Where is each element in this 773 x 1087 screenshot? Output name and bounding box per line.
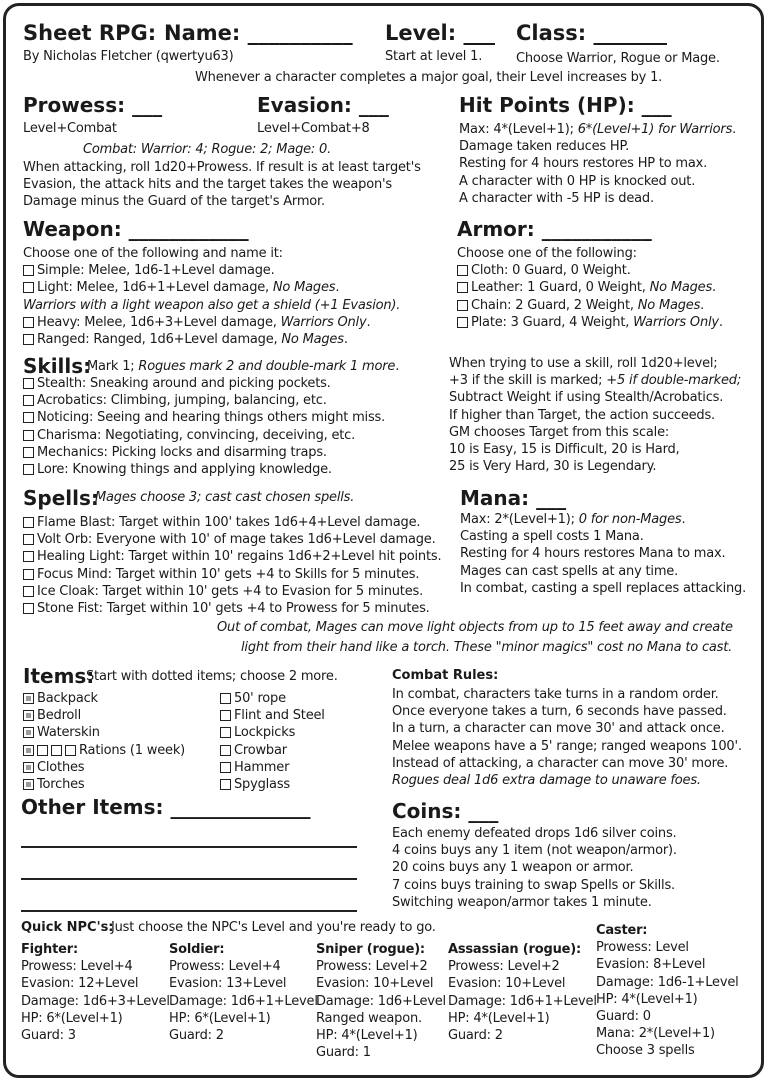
shield-note: Warriors with a light weapon also get a shield (+1 Evasion). bbox=[23, 297, 401, 313]
combat-rules bbox=[392, 686, 742, 789]
npc-stat: Guard: 0 bbox=[596, 1008, 651, 1024]
combat-rule-line: In combat, characters take turns in a random order. bbox=[392, 687, 719, 702]
checkbox-dotted[interactable] bbox=[23, 727, 34, 738]
mana-rule-line: Mages can cast spells at any time. bbox=[460, 563, 679, 579]
npc-caster bbox=[596, 922, 739, 1060]
npc-stat: Damage: 1d6-1+Level bbox=[596, 974, 739, 990]
npc-stat: Prowess: Level+2 bbox=[448, 959, 560, 975]
combat-rule-line: In a turn, a character can move 30' and attack once. bbox=[392, 721, 725, 737]
checkbox[interactable] bbox=[457, 317, 468, 328]
npc-stat: Evasion: 13+Level bbox=[169, 976, 287, 992]
armor-field[interactable]: Armor: ___________ bbox=[457, 217, 652, 241]
attack-rule-line: Damage minus the Guard of the target's Armor. bbox=[23, 194, 325, 210]
npc-title: Fighter: bbox=[21, 942, 78, 957]
npc-stat: Prowess: Level+4 bbox=[169, 959, 281, 975]
spells-note: Mages choose 3; cast cast chosen spells. bbox=[95, 490, 355, 505]
npc-stat: Prowess: Level+4 bbox=[21, 959, 133, 975]
coin-rule-line: 20 coins buys any 1 weapon or armor. bbox=[392, 860, 634, 876]
mana-rule-line: Resting for 4 hours restores Mana to max. bbox=[460, 546, 726, 562]
checkbox[interactable] bbox=[23, 603, 34, 614]
item-rations[interactable]: Rations (1 week) bbox=[23, 742, 185, 759]
npc-stat: HP: 4*(Level+1) bbox=[448, 1010, 550, 1026]
item-torches[interactable]: Torches bbox=[23, 776, 185, 793]
npc-stat: Guard: 2 bbox=[169, 1027, 224, 1043]
item-bedroll[interactable]: Bedroll bbox=[23, 707, 185, 724]
npc-stat: Guard: 1 bbox=[316, 1045, 371, 1061]
minor-magic-note-1: Out of combat, Mages can move light objects from up to 15 feet away and create bbox=[217, 620, 733, 635]
npc-stat: Evasion: 10+Level bbox=[448, 976, 566, 992]
checkbox-dotted[interactable] bbox=[23, 745, 34, 756]
npc-stat: Evasion: 10+Level bbox=[316, 976, 434, 992]
checkbox[interactable] bbox=[51, 745, 62, 756]
checkbox[interactable] bbox=[220, 779, 231, 790]
armor-intro: Choose one of the following: bbox=[457, 246, 637, 261]
spells-list bbox=[23, 514, 441, 617]
checkbox[interactable] bbox=[23, 534, 34, 545]
skill-rule-line: GM chooses Target from this scale: bbox=[449, 424, 670, 440]
author-credit: By Nicholas Fletcher (qwertyu63) bbox=[23, 49, 234, 64]
level-field[interactable]: Level: ___ bbox=[385, 21, 495, 45]
hp-rule-line: Damage taken reduces HP. bbox=[459, 139, 630, 155]
coin-rule-line: Switching weapon/armor takes 1 minute. bbox=[392, 894, 652, 910]
checkbox[interactable] bbox=[220, 710, 231, 721]
item-hammer[interactable]: Hammer bbox=[220, 759, 325, 776]
skill-rule-line: 25 is Very Hard, 30 is Legendary. bbox=[449, 459, 657, 475]
attack-rule-line: Evasion, the attack hits and the target takes the weapon's bbox=[23, 177, 392, 193]
checkbox[interactable] bbox=[220, 727, 231, 738]
armor-plate[interactable]: Plate: 3 Guard, 4 Weight, Warriors Only. bbox=[457, 314, 723, 331]
coin-rule-line: Each enemy defeated drops 1d6 silver coins. bbox=[392, 826, 677, 841]
checkbox[interactable] bbox=[23, 395, 34, 406]
weapon-intro: Choose one of the following and name it: bbox=[23, 246, 283, 261]
other-items-field[interactable]: Other Items: ______________ bbox=[21, 795, 311, 819]
weapon-simple[interactable]: Simple: Melee, 1d6-1+Level damage. bbox=[23, 262, 400, 279]
checkbox-dotted[interactable] bbox=[23, 693, 34, 704]
hp-rule-line: Resting for 4 hours restores HP to max. bbox=[459, 156, 708, 172]
coins-rules bbox=[392, 825, 677, 911]
items-note: Start with dotted items; choose 2 more. bbox=[86, 669, 338, 684]
weapon-ranged[interactable]: Ranged: Ranged, 1d6+Level damage, No Mages. bbox=[23, 331, 400, 348]
npc-stat: Evasion: 8+Level bbox=[596, 957, 706, 973]
skill-rule-line: +3 if the skill is marked; +5 if double-marked; bbox=[449, 373, 742, 389]
item-lockpicks[interactable]: Lockpicks bbox=[220, 724, 325, 741]
npc-stat: HP: 4*(Level+1) bbox=[596, 991, 698, 1007]
checkbox[interactable] bbox=[23, 447, 34, 458]
checkbox[interactable] bbox=[220, 762, 231, 773]
checkbox[interactable] bbox=[37, 745, 48, 756]
npc-stat: Guard: 2 bbox=[448, 1027, 503, 1043]
npc-stat: Mana: 2*(Level+1) bbox=[596, 1026, 715, 1042]
checkbox[interactable] bbox=[23, 265, 34, 276]
mana-rule-line: Casting a spell costs 1 Mana. bbox=[460, 529, 644, 545]
skill-rule-line: Subtract Weight if using Stealth/Acrobatics. bbox=[449, 390, 724, 406]
class-note: Choose Warrior, Rogue or Mage. bbox=[516, 51, 720, 66]
prowess-formula: Level+Combat bbox=[23, 121, 117, 136]
checkbox[interactable] bbox=[457, 265, 468, 276]
other-items-line[interactable] bbox=[21, 910, 357, 912]
checkbox[interactable] bbox=[220, 693, 231, 704]
skill-stealth[interactable]: Stealth: Sneaking around and picking pockets. bbox=[23, 375, 385, 392]
npc-stat: Choose 3 spells bbox=[596, 1043, 695, 1059]
mana-rules bbox=[460, 511, 746, 597]
checkbox-dotted[interactable] bbox=[23, 762, 34, 773]
attack-rules bbox=[23, 159, 421, 211]
attack-rule-line: When attacking, roll 1d20+Prowess. If result is at least target's bbox=[23, 160, 421, 175]
skill-rule-line: When trying to use a skill, roll 1d20+level; bbox=[449, 356, 718, 371]
checkbox[interactable] bbox=[23, 430, 34, 441]
npc-stat: Guard: 3 bbox=[21, 1027, 76, 1043]
spell-healing-light[interactable]: Healing Light: Target within 10' regains 1d6+2+Level hit points. bbox=[23, 548, 441, 565]
coin-rule-line: 7 coins buys training to swap Spells or Skills. bbox=[392, 877, 675, 893]
skills-note: Mark 1; Rogues mark 2 and double-mark 1 more. bbox=[87, 359, 400, 374]
checkbox-dotted[interactable] bbox=[23, 779, 34, 790]
checkbox[interactable] bbox=[23, 569, 34, 580]
skill-acrobatics[interactable]: Acrobatics: Climbing, jumping, balancing, etc. bbox=[23, 392, 385, 409]
checkbox[interactable] bbox=[23, 412, 34, 423]
combat-values: Combat: Warrior: 4; Rogue: 2; Mage: 0. bbox=[83, 142, 332, 157]
checkbox-dotted[interactable] bbox=[23, 710, 34, 721]
skill-charisma[interactable]: Charisma: Negotiating, convincing, deceiving, etc. bbox=[23, 427, 385, 444]
prowess-field[interactable]: Prowess: ___ bbox=[23, 93, 163, 117]
item-spyglass[interactable]: Spyglass bbox=[220, 776, 325, 793]
checkbox[interactable] bbox=[23, 282, 34, 293]
checkbox[interactable] bbox=[65, 745, 76, 756]
items-col-1 bbox=[23, 690, 185, 793]
other-items-line[interactable] bbox=[21, 878, 357, 880]
npc-fighter bbox=[21, 941, 170, 1044]
items-col-2 bbox=[220, 690, 325, 793]
hp-rule-line: A character with -5 HP is dead. bbox=[459, 190, 654, 206]
weapon-light[interactable]: Light: Melee, 1d6+1+Level damage, No Mages. bbox=[23, 279, 400, 296]
skill-rules bbox=[449, 355, 741, 475]
npc-stat: Prowess: Level bbox=[596, 940, 689, 956]
weapon-options bbox=[23, 245, 400, 348]
armor-chain[interactable]: Chain: 2 Guard, 2 Weight, No Mages. bbox=[457, 297, 723, 314]
npc-stat: HP: 6*(Level+1) bbox=[21, 1010, 123, 1026]
coin-rule-line: 4 coins buys any 1 item (not weapon/armor). bbox=[392, 843, 677, 859]
coins-field[interactable]: Coins: ___ bbox=[392, 799, 499, 823]
armor-options bbox=[457, 245, 723, 331]
checkbox[interactable] bbox=[457, 300, 468, 311]
skill-rule-line: If higher than Target, the action succeeds. bbox=[449, 407, 715, 423]
npc-stat: Damage: 1d6+1+Level bbox=[169, 993, 318, 1009]
npc-stat: Prowess: Level+2 bbox=[316, 959, 428, 975]
spells-heading: Spells: bbox=[23, 486, 99, 510]
items-heading: Items: bbox=[23, 664, 95, 688]
mana-rule-line: In combat, casting a spell replaces attacking. bbox=[460, 580, 747, 596]
hp-field[interactable]: Hit Points (HP): ___ bbox=[459, 93, 672, 117]
skills-list bbox=[23, 375, 385, 478]
spell-stone-fist[interactable]: Stone Fist: Target within 10' gets +4 to Prowess for 5 minutes. bbox=[23, 600, 441, 617]
checkbox[interactable] bbox=[220, 745, 231, 756]
combat-rule-line: Once everyone takes a turn, 6 seconds have passed. bbox=[392, 704, 727, 720]
npc-sniper bbox=[316, 941, 446, 1061]
npc-soldier bbox=[169, 941, 318, 1044]
spell-focus-mind[interactable]: Focus Mind: Target within 10' gets +4 to Skills for 5 minutes. bbox=[23, 566, 441, 583]
armor-leather[interactable]: Leather: 1 Guard, 0 Weight, No Mages. bbox=[457, 279, 723, 296]
skill-rule-line: 10 is Easy, 15 is Difficult, 20 is Hard, bbox=[449, 441, 680, 457]
hp-max: Max: 4*(Level+1); 6*(Level+1) for Warriors. bbox=[459, 122, 737, 137]
item-flint[interactable]: Flint and Steel bbox=[220, 707, 325, 724]
other-items-line[interactable] bbox=[21, 846, 357, 848]
spell-volt-orb[interactable]: Volt Orb: Everyone with 10' of mage takes 1d6+Level damage. bbox=[23, 531, 441, 548]
npc-heading: Quick NPC's: bbox=[21, 920, 114, 935]
combat-rule-line: Melee weapons have a 5' range; ranged weapons 100'. bbox=[392, 738, 742, 754]
hp-rules bbox=[459, 121, 736, 207]
evasion-field[interactable]: Evasion: ___ bbox=[257, 93, 389, 117]
class-field[interactable]: Class: _______ bbox=[516, 21, 667, 45]
npc-note: Just choose the NPC's Level and you're ready to go. bbox=[111, 920, 436, 935]
item-clothes[interactable]: Clothes bbox=[23, 759, 185, 776]
rogue-note: Rogues deal 1d6 extra damage to unaware foes. bbox=[392, 772, 701, 788]
mana-field[interactable]: Mana: ___ bbox=[460, 486, 567, 510]
npc-title: Caster: bbox=[596, 923, 648, 938]
npc-stat: Damage: 1d6+Level bbox=[316, 993, 446, 1009]
combat-rule-line: Instead of attacking, a character can move 30' more. bbox=[392, 755, 729, 771]
item-crowbar[interactable]: Crowbar bbox=[220, 742, 325, 759]
checkbox[interactable] bbox=[457, 282, 468, 293]
mana-max: Max: 2*(Level+1); 0 for non-Mages. bbox=[460, 512, 686, 527]
checkbox[interactable] bbox=[23, 517, 34, 528]
level-note: Start at level 1. bbox=[385, 49, 483, 64]
checkbox[interactable] bbox=[23, 317, 34, 328]
skill-mechanics[interactable]: Mechanics: Picking locks and disarming traps. bbox=[23, 444, 385, 461]
npc-stat: Damage: 1d6+1+Level bbox=[448, 993, 597, 1009]
npc-title: Assassian (rogue): bbox=[448, 942, 581, 957]
skill-lore[interactable]: Lore: Knowing things and applying knowledge. bbox=[23, 461, 385, 478]
spell-flame-blast[interactable]: Flame Blast: Target within 100' takes 1d6+4+Level damage. bbox=[23, 514, 441, 531]
item-backpack[interactable]: Backpack bbox=[23, 690, 185, 707]
name-field[interactable]: Name: __________ bbox=[164, 21, 353, 45]
checkbox[interactable] bbox=[23, 378, 34, 389]
npc-assassin bbox=[448, 941, 597, 1044]
npc-stat: Ranged weapon. bbox=[316, 1010, 422, 1026]
npc-stat: HP: 6*(Level+1) bbox=[169, 1010, 271, 1026]
spell-ice-cloak[interactable]: Ice Cloak: Target within 10' gets +4 to Evasion for 5 minutes. bbox=[23, 583, 441, 600]
npc-title: Sniper (rogue): bbox=[316, 942, 425, 957]
skill-noticing[interactable]: Noticing: Seeing and hearing things others might miss. bbox=[23, 409, 385, 426]
npc-stat: HP: 4*(Level+1) bbox=[316, 1027, 418, 1043]
item-rope[interactable]: 50' rope bbox=[220, 690, 325, 707]
checkbox[interactable] bbox=[23, 586, 34, 597]
combat-rules-heading: Combat Rules: bbox=[392, 668, 499, 683]
sheet-title: Sheet RPG: bbox=[23, 21, 157, 45]
evasion-formula: Level+Combat+8 bbox=[257, 121, 370, 136]
checkbox[interactable] bbox=[23, 464, 34, 475]
hp-rule-line: A character with 0 HP is knocked out. bbox=[459, 173, 696, 189]
weapon-field[interactable]: Weapon: ____________ bbox=[23, 217, 249, 241]
skills-heading: Skills: bbox=[23, 354, 92, 378]
weapon-heavy[interactable]: Heavy: Melee, 1d6+3+Level damage, Warriors Only. bbox=[23, 314, 400, 331]
armor-cloth[interactable]: Cloth: 0 Guard, 0 Weight. bbox=[457, 262, 723, 279]
npc-stat: Damage: 1d6+3+Level bbox=[21, 993, 170, 1009]
goal-note: Whenever a character completes a major goal, their Level increases by 1. bbox=[195, 70, 663, 85]
checkbox[interactable] bbox=[23, 551, 34, 562]
npc-stat: Evasion: 12+Level bbox=[21, 976, 139, 992]
item-waterskin[interactable]: Waterskin bbox=[23, 724, 185, 741]
checkbox[interactable] bbox=[23, 334, 34, 345]
npc-title: Soldier: bbox=[169, 942, 225, 957]
minor-magic-note-2: light from their hand like a torch. These "minor magics" cost no Mana to cast. bbox=[241, 640, 733, 655]
